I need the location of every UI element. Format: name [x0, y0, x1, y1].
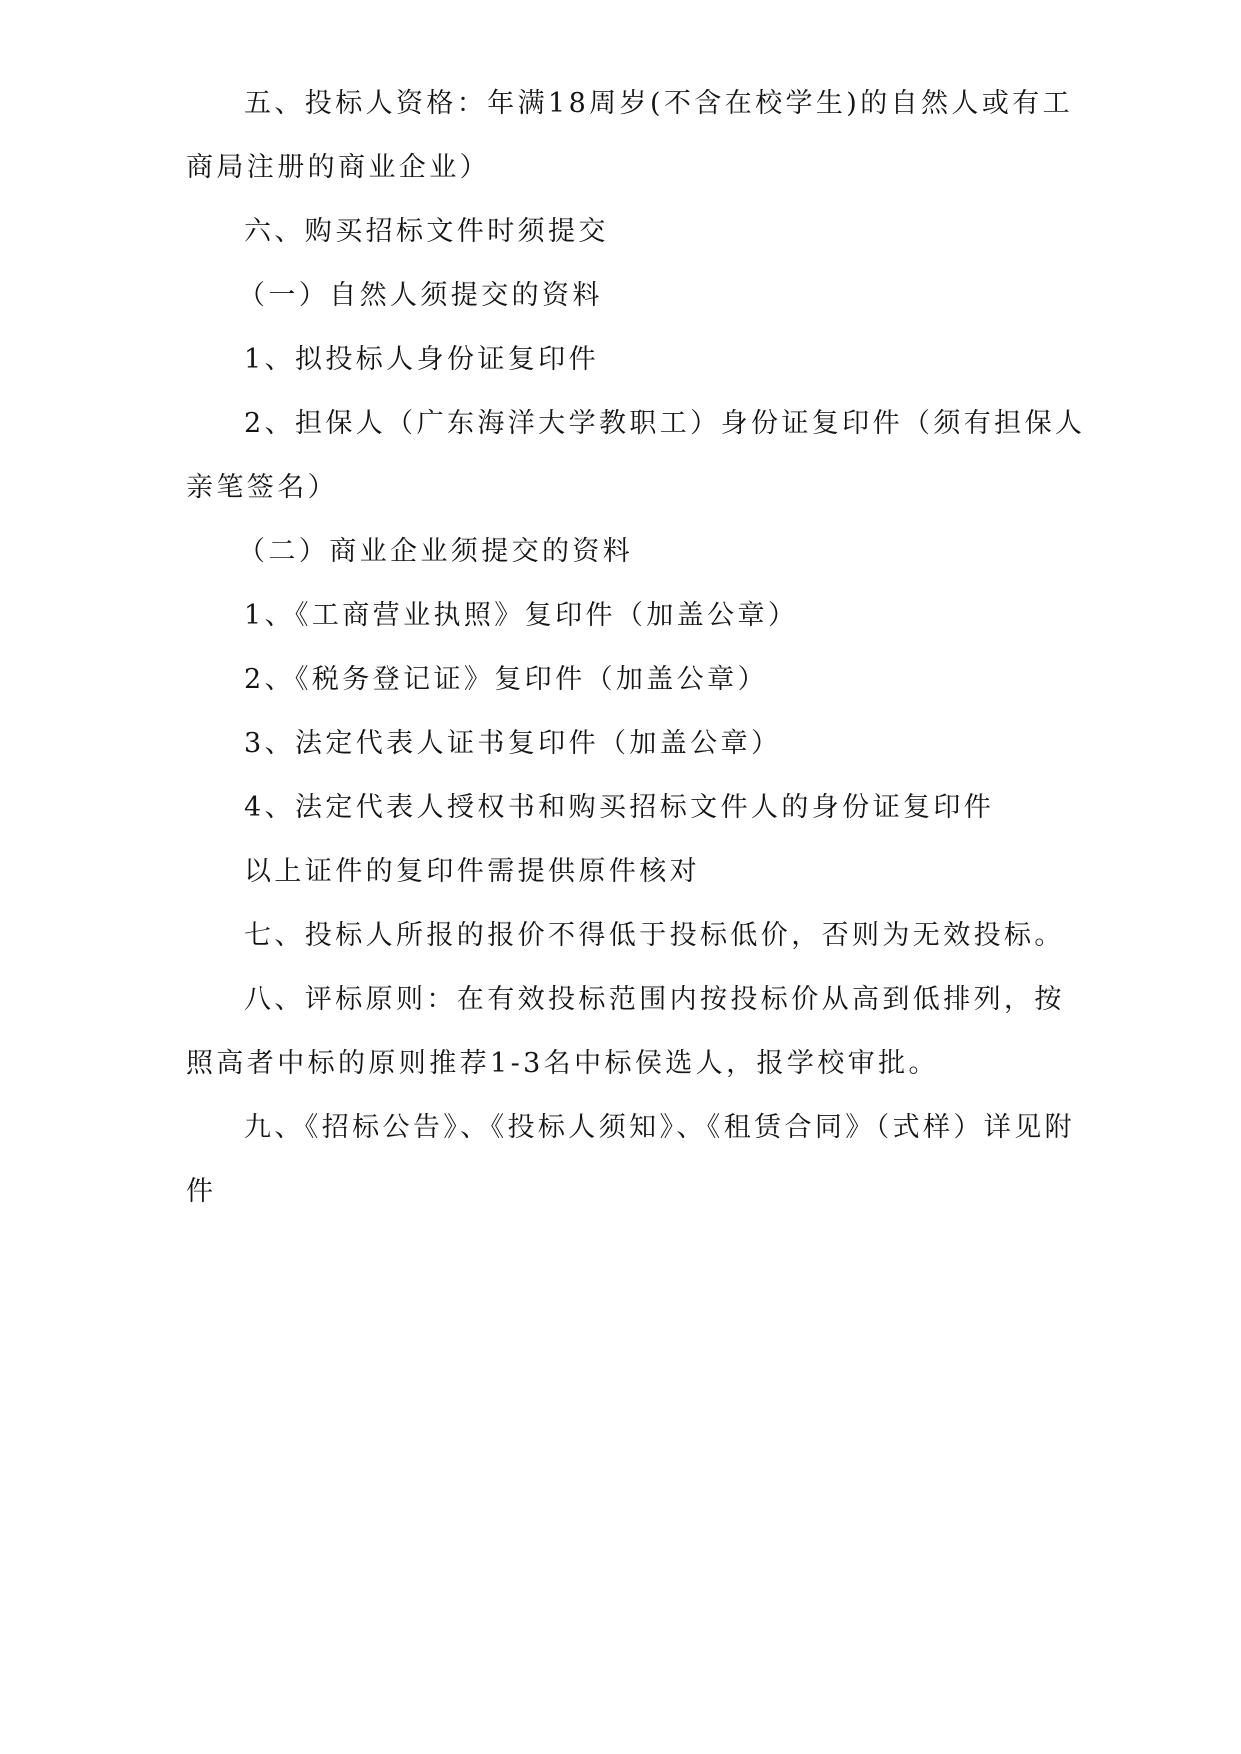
verification-note: 以上证件的复印件需提供原件核对 [244, 856, 700, 887]
section-seven-minimum-bid: 七、投标人所报的报价不得低于投标低价，否则为无效投标。 [244, 920, 1065, 951]
subsection-commercial-enterprise: （二）商业企业须提交的资料 [238, 536, 634, 567]
section-nine-attachments: 九、《招标公告》、《投标人须知》、《租赁合同》（式样）详见附件 [186, 1112, 1075, 1207]
section-eight-evaluation-principle: 八、评标原则：在有效投标范围内按投标价从高到低排列，按照高者中标的原则推荐1-3名中标侯选人，报学校审批。 [186, 984, 1065, 1079]
natural-person-item-2: 2、担保人（广东海洋大学教职工）身份证复印件（须有担保人亲笔签名） [186, 408, 1086, 503]
enterprise-item-3: 3、法定代表人证书复印件（加盖公章） [244, 728, 782, 759]
section-six-required-documents: 六、购买招标文件时须提交 [244, 216, 609, 247]
document-body [186, 72, 1086, 1224]
enterprise-item-2: 2、《税务登记证》复印件（加盖公章） [244, 664, 768, 695]
subsection-natural-person: （一）自然人须提交的资料 [238, 280, 603, 311]
section-five-bidder-qualification: 五、投标人资格：年满18周岁(不含在校学生)的自然人或有工商局注册的商业企业） [186, 88, 1074, 183]
enterprise-item-4: 4、法定代表人授权书和购买招标文件人的身份证复印件 [244, 792, 995, 823]
enterprise-item-1: 1、《工商营业执照》复印件（加盖公章） [244, 600, 799, 631]
natural-person-item-1: 1、拟投标人身份证复印件 [244, 344, 599, 375]
